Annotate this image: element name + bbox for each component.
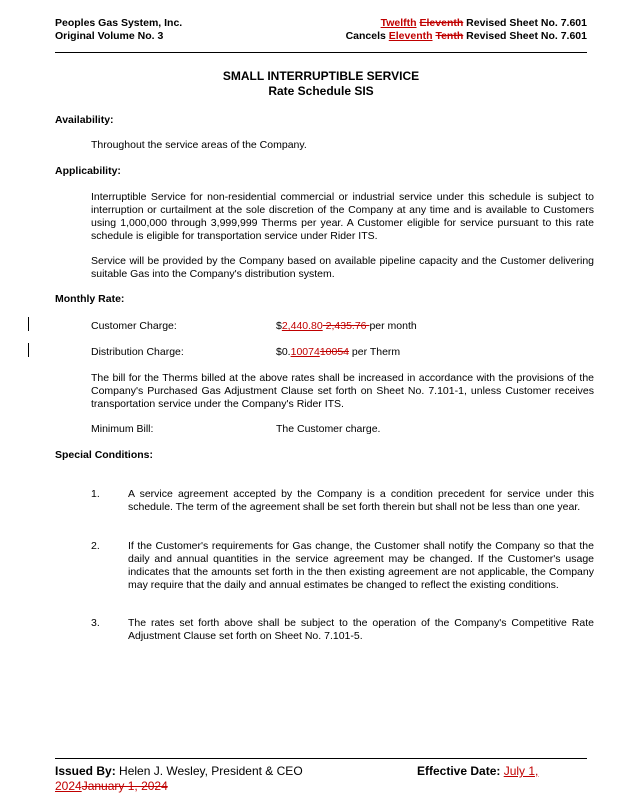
condition-number: 1. (91, 488, 100, 500)
sheet-rest: Revised Sheet No. 7.601 (463, 17, 587, 29)
volume-number: Original Volume No. 3 (55, 30, 164, 42)
applicability-paragraph-2: Service will be provided by the Company based on available pipeline capacity and the Customer delivering suitable Gas into the Company's distribution system. (91, 255, 594, 280)
bill-paragraph: The bill for the Therms billed at the above rates shall be increased in accordance with the provisions of the Company's Purchased Gas Adjustment Clause set forth on Sheet No. 7.101-1, unless Customer receives transportation service under the Company's Rider ITS. (91, 372, 594, 410)
change-bar (28, 343, 29, 357)
effective-date (417, 764, 538, 778)
condition-text: If the Customer's requirements for Gas change, the Customer shall notify the Company so that the daily and annual quantities in the service agreement may be changed. If the Customer's usage indicates that the amounts set forth in the then existing agreement are not applicable, the Company may require that the daily and annual estimates be changed to reflect the existing conditions. (128, 540, 594, 591)
cancels-deleted: Tenth (435, 30, 464, 42)
availability-heading: Availability: (55, 114, 114, 126)
company-name: Peoples Gas System, Inc. (55, 17, 183, 29)
header-rule (55, 52, 587, 53)
condition-text: A service agreement accepted by the Company is a condition precedent for service under this schedule. The term of the agreement shall be set forth therein but shall not be less than one year. (128, 488, 594, 513)
condition-number: 2. (91, 540, 100, 552)
effective-label: Effective Date: (417, 764, 504, 778)
page-subtitle: Rate Schedule SIS (268, 84, 374, 98)
customer-charge-label: Customer Charge: (91, 320, 177, 332)
cancels-prefix: Cancels (345, 30, 389, 42)
distribution-charge-suffix: per Therm (349, 346, 401, 358)
customer-charge-inserted: 2,440.80 (281, 320, 323, 332)
page-title: SMALL INTERRUPTIBLE SERVICE (222, 69, 420, 83)
distribution-charge-label: Distribution Charge: (91, 346, 184, 358)
special-conditions-heading: Special Conditions: (55, 449, 154, 461)
minimum-bill-label: Minimum Bill: (91, 423, 154, 435)
sheet-inserted: Twelfth (380, 17, 417, 29)
applicability-heading: Applicability: (55, 165, 121, 177)
minimum-bill-value: The Customer charge. (276, 423, 381, 435)
cancels-inserted: Eleventh (388, 30, 433, 42)
customer-charge-suffix: per month (369, 320, 417, 332)
cancels-line (346, 30, 587, 43)
customer-charge-deleted: 2,435.76 (322, 320, 370, 332)
cancels-rest: Revised Sheet No. 7.601 (463, 30, 587, 42)
change-bar (28, 317, 29, 331)
effective-date-continued (55, 779, 168, 793)
sheet-number (381, 17, 587, 30)
effective-inserted-year: 2024 (55, 779, 82, 793)
distribution-charge-value (276, 346, 400, 359)
customer-charge-prefix: $ (276, 320, 282, 332)
distribution-charge-inserted: 10074 (290, 346, 320, 358)
customer-charge-value (276, 320, 417, 333)
distribution-charge-deleted: 10054 (319, 346, 350, 358)
issued-by (55, 764, 303, 778)
effective-inserted: July 1, (503, 764, 539, 778)
distribution-charge-prefix: $0. (276, 346, 291, 358)
condition-number: 3. (91, 617, 100, 629)
issued-label: Issued By: (55, 764, 116, 778)
sheet-deleted: Eleventh (419, 17, 464, 29)
footer-rule (55, 758, 587, 759)
availability-text: Throughout the service areas of the Company. (91, 139, 307, 151)
applicability-paragraph-1: Interruptible Service for non-residential commercial or industrial service under this schedule is subject to interruption or curtailment at the sole discretion of the Company at any time and is available to Customers using 1,000,000 through 3,999,999 Therms per year. A Customer eligible for service pursuant to this rate schedule is eligible for transportation service under Rider ITS. (91, 191, 594, 242)
effective-deleted: January 1, 2024 (81, 779, 168, 793)
condition-text: The rates set forth above shall be subject to the operation of the Company's Competitive Rate Adjustment Clause set forth on Sheet No. 7.101-5. (128, 617, 594, 642)
monthly-rate-heading: Monthly Rate: (55, 293, 125, 305)
issued-value: Helen J. Wesley, President & CEO (115, 764, 303, 778)
